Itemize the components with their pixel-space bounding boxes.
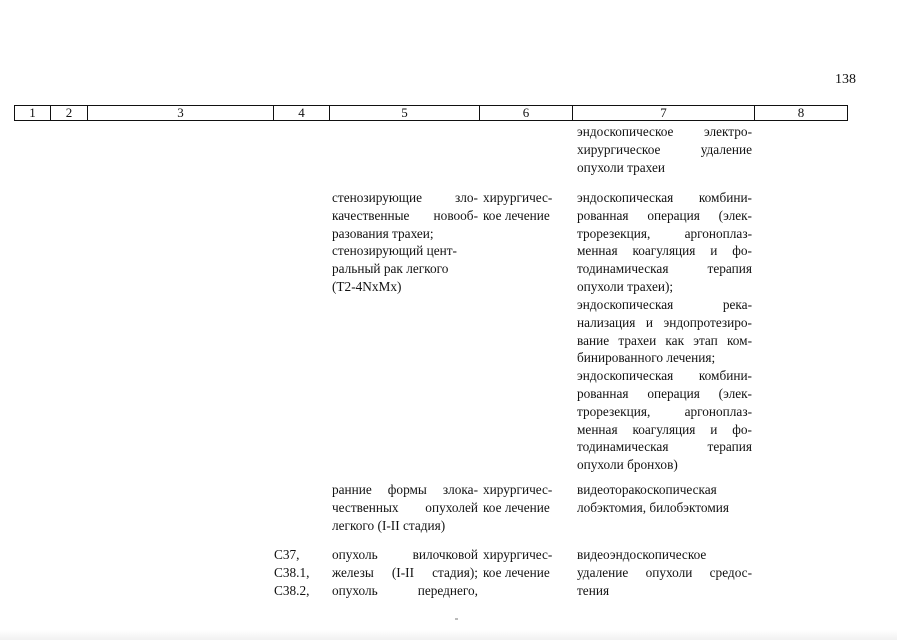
text-line: видеоэндоскопическое	[577, 547, 707, 562]
treatment-method-cell	[577, 481, 752, 517]
text-line: тения	[577, 582, 610, 598]
text-line: стенозирующий цент-	[332, 243, 457, 259]
text-line: опухоли трахеи);	[577, 279, 674, 295]
text-line: ранние формы злока-	[332, 482, 478, 497]
column-number: 1	[15, 106, 51, 121]
column-header-row	[14, 105, 848, 121]
diagnosis-cell	[332, 189, 478, 296]
diagnosis-cell	[332, 546, 478, 599]
text-line: лобэктомия, билобэктомия	[577, 499, 729, 515]
page-number: 138	[835, 72, 856, 87]
text-line: легкого (I-II стадия)	[332, 517, 446, 533]
text-line: видеоторакоскопическая	[577, 482, 717, 497]
text-line: стенозирующие зло-	[332, 190, 478, 205]
text-line: удаление опухоли средос-	[577, 564, 752, 580]
text-line: хирургичес-	[483, 482, 553, 497]
icd-code-cell	[274, 546, 328, 599]
diagnosis-cell	[332, 481, 478, 534]
column-number: 7	[573, 106, 755, 121]
text-line: вание трахеи как этап ком-	[577, 332, 752, 348]
text-line: C38.1,	[274, 564, 310, 580]
text-line: чественных опухолей	[332, 499, 478, 515]
text-line: (T2-4NxMx)	[332, 279, 402, 295]
treatment-type-cell	[483, 189, 571, 225]
text-line: рованная операция (элек-	[577, 207, 752, 223]
text-line: тодинамическая терапия	[577, 261, 752, 277]
text-line: опухоли трахеи	[577, 159, 665, 175]
text-line: эндоскопическая река-	[577, 296, 752, 312]
text-line: опухоли бронхов)	[577, 457, 678, 473]
treatment-method-cell	[577, 546, 752, 599]
text-line: опухоль переднего,	[332, 582, 478, 598]
text-line: хирургичес-	[483, 547, 553, 562]
column-number: 6	[480, 106, 573, 121]
column-number: 2	[51, 106, 88, 121]
text-line: C37,	[274, 547, 300, 562]
text-line: менная коагуляция и фо-	[577, 421, 752, 437]
column-number: 5	[330, 106, 480, 121]
text-line: кое лечение	[483, 499, 550, 515]
text-line: трорезекция, аргоноплаз-	[577, 403, 752, 419]
text-line: ральный рак легкого	[332, 261, 449, 277]
text-line: эндоскопическое электро-	[577, 124, 752, 139]
text-line: кое лечение	[483, 207, 550, 223]
text-line: хирургичес-	[483, 190, 553, 205]
column-number: 3	[88, 106, 274, 121]
text-line: эндоскопическая комбини-	[577, 368, 752, 384]
text-line: тодинамическая терапия	[577, 439, 752, 455]
text-line: нализация и эндопротезиро-	[577, 314, 752, 330]
text-line: разования трахеи;	[332, 225, 434, 241]
text-line: C38.2,	[274, 582, 310, 598]
text-line: менная коагуляция и фо-	[577, 243, 752, 259]
text-line: бинированного лечения;	[577, 350, 716, 366]
text-line: трорезекция, аргоноплаз-	[577, 225, 752, 241]
text-line: качественные новооб-	[332, 207, 478, 223]
text-line: рованная операция (элек-	[577, 385, 752, 401]
scan-edge-shadow	[0, 630, 897, 640]
treatment-type-cell	[483, 481, 571, 517]
text-line: опухоль вилочковой	[332, 547, 478, 562]
treatment-method-cell	[577, 189, 752, 474]
treatment-method-cell	[577, 123, 752, 176]
scan-artifact	[455, 618, 458, 620]
column-number: 8	[755, 106, 848, 121]
text-line: эндоскопическая комбини-	[577, 190, 752, 205]
text-line: железы (I-II стадия);	[332, 564, 478, 580]
treatment-type-cell	[483, 546, 571, 582]
column-number: 4	[274, 106, 330, 121]
text-line: кое лечение	[483, 564, 550, 580]
text-line: хирургическое удаление	[577, 141, 752, 157]
